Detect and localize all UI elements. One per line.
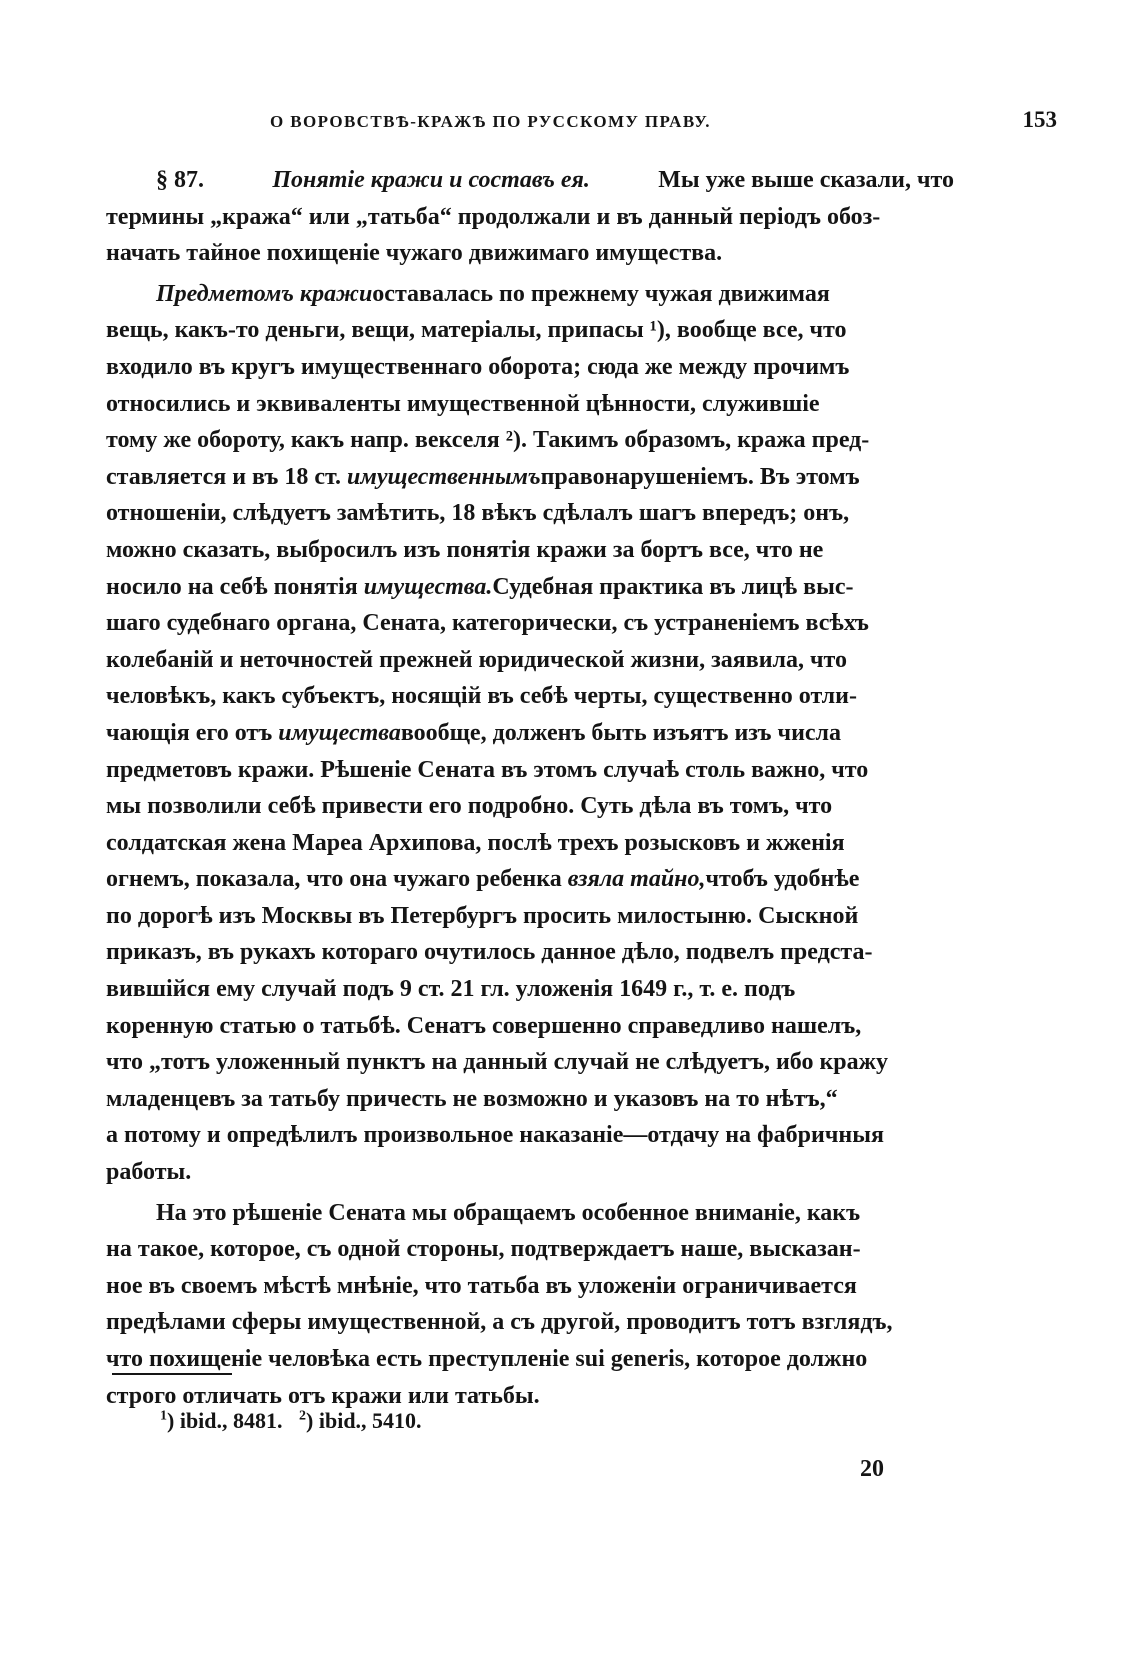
- footnote-marker: 1: [160, 1408, 167, 1424]
- text-fragment: работы.: [106, 1159, 192, 1186]
- text-fragment: носило на себѣ понятія: [106, 573, 358, 600]
- text-line: [106, 1008, 954, 1045]
- text-fragment: начать тайное похищеніе чужаго движимаго имущества.: [106, 240, 723, 267]
- text-fragment: солдатская жена Мареа Архипова, послѣ трехъ розысковъ и жженія: [106, 829, 845, 856]
- text-line: [106, 715, 954, 752]
- text-fragment: чающія его отъ: [106, 719, 273, 746]
- text-line: [106, 605, 954, 642]
- text-line: [106, 532, 954, 569]
- text-fragment: вившійся ему случай подъ 9 ст. 21 гл. уложенія 1649 г., т. е. подъ: [106, 976, 796, 1003]
- text-line: [106, 934, 954, 971]
- text-line: [106, 386, 954, 423]
- text-line: [106, 276, 954, 313]
- text-fragment: на такое, которое, съ одной стороны, подтверждаетъ наше, высказан-: [106, 1236, 861, 1263]
- text-fragment: относились и эквиваленты имущественной цѣнности, служившіе: [106, 390, 820, 417]
- text-line: [106, 235, 954, 272]
- body-text: [106, 162, 954, 1414]
- text-line: [106, 1117, 954, 1154]
- emphasis-text: Предметомъ кражи: [156, 280, 373, 307]
- text-fragment: что „тотъ уложенный пунктъ на данный случай не слѣдуетъ, ибо кражу: [106, 1049, 889, 1076]
- text-line: [106, 678, 954, 715]
- text-fragment: колебаній и неточностей прежней юридической жизни, заявила, что: [106, 646, 847, 673]
- text-fragment: оставалась по прежнему чужая движимая: [372, 280, 830, 307]
- text-fragment: предметовъ кражи. Рѣшеніе Сената въ этомъ случаѣ столь важно, что: [106, 756, 869, 783]
- text-fragment: мы позволили себѣ привести его подробно. Суть дѣла въ томъ, что: [106, 793, 833, 820]
- text-line: [106, 752, 954, 789]
- footnotes: [160, 1408, 422, 1434]
- emphasis-text: имущества.: [363, 573, 493, 600]
- text-line: [106, 1081, 954, 1118]
- text-fragment: Судебная практика въ лицѣ выс-: [492, 573, 854, 600]
- running-title: О ВОРОВСТВѢ-КРАЖѢ ПО РУССКОМУ ПРАВУ.: [270, 112, 711, 131]
- text-fragment: На это рѣшеніе Сената мы обращаемъ особенное вниманіе, какъ: [156, 1199, 861, 1226]
- text-fragment: правонарушеніемъ. Въ этомъ: [540, 463, 860, 490]
- text-fragment: что похищеніе человѣка есть преступленіе sui generis, которое должно: [106, 1346, 868, 1372]
- footnote-text: ) ibid., 8481.: [167, 1408, 283, 1433]
- text-fragment: вообще, долженъ быть изъятъ изъ числа: [400, 719, 842, 746]
- emphasis-text: имущественнымъ: [347, 463, 541, 490]
- footnote-marker: 2: [299, 1408, 307, 1424]
- text-line: [106, 788, 954, 825]
- text-fragment: чтобъ удобнѣе: [705, 866, 860, 893]
- text-line: [106, 971, 954, 1008]
- footnote-rule: [112, 1373, 232, 1375]
- page-number: 153: [1022, 107, 1057, 132]
- text-fragment: предѣлами сферы имущественной, а съ другой, проводитъ тотъ взглядъ,: [106, 1309, 893, 1336]
- text-line: [106, 495, 954, 532]
- text-fragment: огнемъ, показала, что она чужаго ребенка: [106, 866, 562, 893]
- text-fragment: можно сказать, выбросилъ изъ понятія кражи за бортъ все, что не: [106, 536, 824, 563]
- text-line: [106, 898, 954, 935]
- text-fragment: ное въ своемъ мѣстѣ мнѣніе, что татьба въ уложеніи ограничивается: [106, 1272, 857, 1299]
- text-line: [106, 1231, 954, 1268]
- section-title: Понятіе кражи и составъ ея.: [272, 167, 590, 193]
- text-line: [106, 569, 954, 606]
- text-fragment: а потому и опредѣлилъ произвольное наказаніе—отдачу на фабричныя: [106, 1122, 884, 1149]
- text-line: [106, 1044, 954, 1081]
- text-line: [106, 422, 954, 459]
- section-number: § 87.: [156, 167, 204, 193]
- text-line: [106, 1341, 954, 1378]
- text-line: [106, 1154, 954, 1191]
- text-fragment: строго отличать отъ кражи или татьбы.: [106, 1382, 540, 1409]
- text-fragment: термины „кража“ или „татьба“ продолжали и въ данный періодъ обоз-: [106, 203, 881, 230]
- text-fragment: тому же обороту, какъ напр. векселя ²). Такимъ образомъ, кража пред-: [106, 427, 870, 454]
- text-line: [106, 1195, 954, 1232]
- text-fragment: ставляется и въ 18 ст.: [106, 463, 342, 490]
- text-fragment: вещь, какъ-то деньги, вещи, матеріалы, припасы ¹), вообще все, что: [106, 317, 847, 344]
- text-fragment: младенцевъ за татьбу причесть не возможно и указовъ на то нѣтъ,“: [106, 1085, 838, 1112]
- text-line: [106, 162, 954, 199]
- text-fragment: Мы уже выше сказали, что: [658, 167, 954, 193]
- text-fragment: шаго судебнаго органа, Сената, категорически, съ устраненіемъ всѣхъ: [106, 610, 869, 637]
- signature-mark: 20: [860, 1456, 884, 1482]
- text-line: [106, 642, 954, 679]
- text-fragment: приказъ, въ рукахъ котораго очутилось данное дѣло, подвелъ предста-: [106, 939, 873, 966]
- text-fragment: входило въ кругъ имущественнаго оборота; сюда же между прочимъ: [106, 353, 850, 380]
- footnote-text: ) ibid., 5410.: [306, 1408, 422, 1433]
- text-line: [106, 199, 954, 236]
- text-fragment: коренную статью о татьбѣ. Сенатъ совершенно справедливо нашелъ,: [106, 1012, 862, 1039]
- text-line: [106, 349, 954, 386]
- text-line: [106, 861, 954, 898]
- text-line: [106, 312, 954, 349]
- text-line: [106, 459, 954, 496]
- text-fragment: человѣкъ, какъ субъектъ, носящій въ себѣ черты, существенно отли-: [106, 683, 857, 710]
- text-fragment: отношеніи, слѣдуетъ замѣтить, 18 вѣкъ сдѣлалъ шагъ впередъ; онъ,: [106, 500, 850, 527]
- text-line: [106, 1304, 954, 1341]
- text-fragment: по дорогѣ изъ Москвы въ Петербургъ просить милостыню. Сыскной: [106, 902, 859, 929]
- emphasis-text: взяла тайно,: [567, 866, 706, 893]
- text-line: [106, 1268, 954, 1305]
- text-line: [106, 825, 954, 862]
- emphasis-text: имущества: [278, 719, 401, 746]
- page-header: [270, 107, 1060, 144]
